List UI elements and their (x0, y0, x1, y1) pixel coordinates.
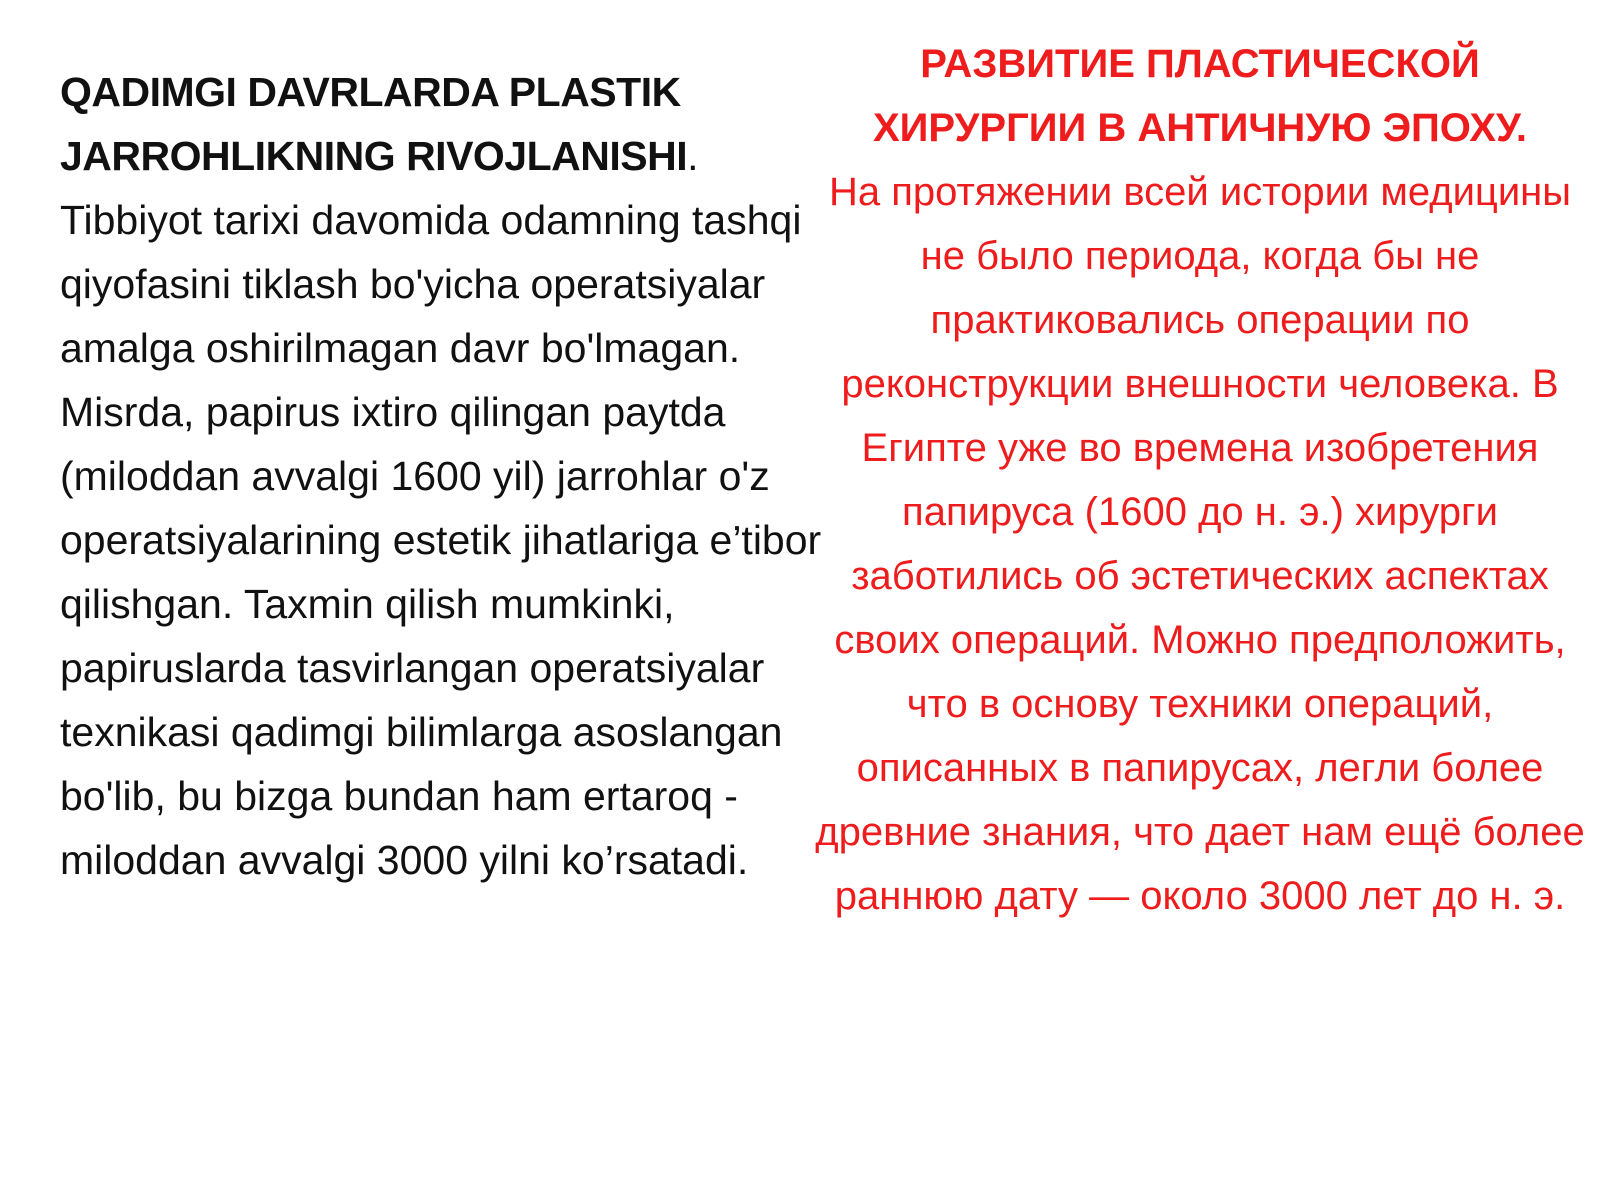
russian-title: РАЗВИТИЕ ПЛАСТИЧЕСКОЙ ХИРУРГИИ В АНТИЧНУЮ ЭПОХУ. (872, 42, 1528, 150)
russian-text-block (815, 32, 1585, 928)
uzbek-body: Tibbiyot tarixi davomida odamning tashqi qiyofasini tiklash bo'yicha operatsiyalar amalga oshirilmagan davr bo'lmagan. Misrda, papirus ixtiro qilingan paytda (miloddan avvalgi 1600 yil) jarrohlar o'z operatsiyalarining estetik jihatlariga e’tibor qilishgan. Taxmin qilish mumkinki, papiruslarda tasvirlangan operatsiyalar texnikasi qadimgi bilimlarga asoslangan bo'lib, bu bizga bundan ham ertaroq - miloddan avvalgi 3000 yilni ko’rsatadi. (60, 197, 822, 883)
uzbek-title: QADIMGI DAVRLARDA PLASTIK JARROHLIKNING RIVOJLANISHI (60, 69, 688, 179)
uzbek-title-period: . (687, 133, 699, 179)
uzbek-text-block (60, 60, 830, 892)
russian-body: На протяжении всей истории медицины не было периода, когда бы не практиковались операции по реконструкции внешности человека. В Египте уже во времена изобретения папируса (1600 до н. э.) хирурги заботились об эстетических аспектах своих операций. Можно предположить, что в основу техники операций, описанных в папирусах, легли более древние знания, что дает нам ещё более раннюю дату — около 3000 лет до н. э. (815, 170, 1585, 918)
